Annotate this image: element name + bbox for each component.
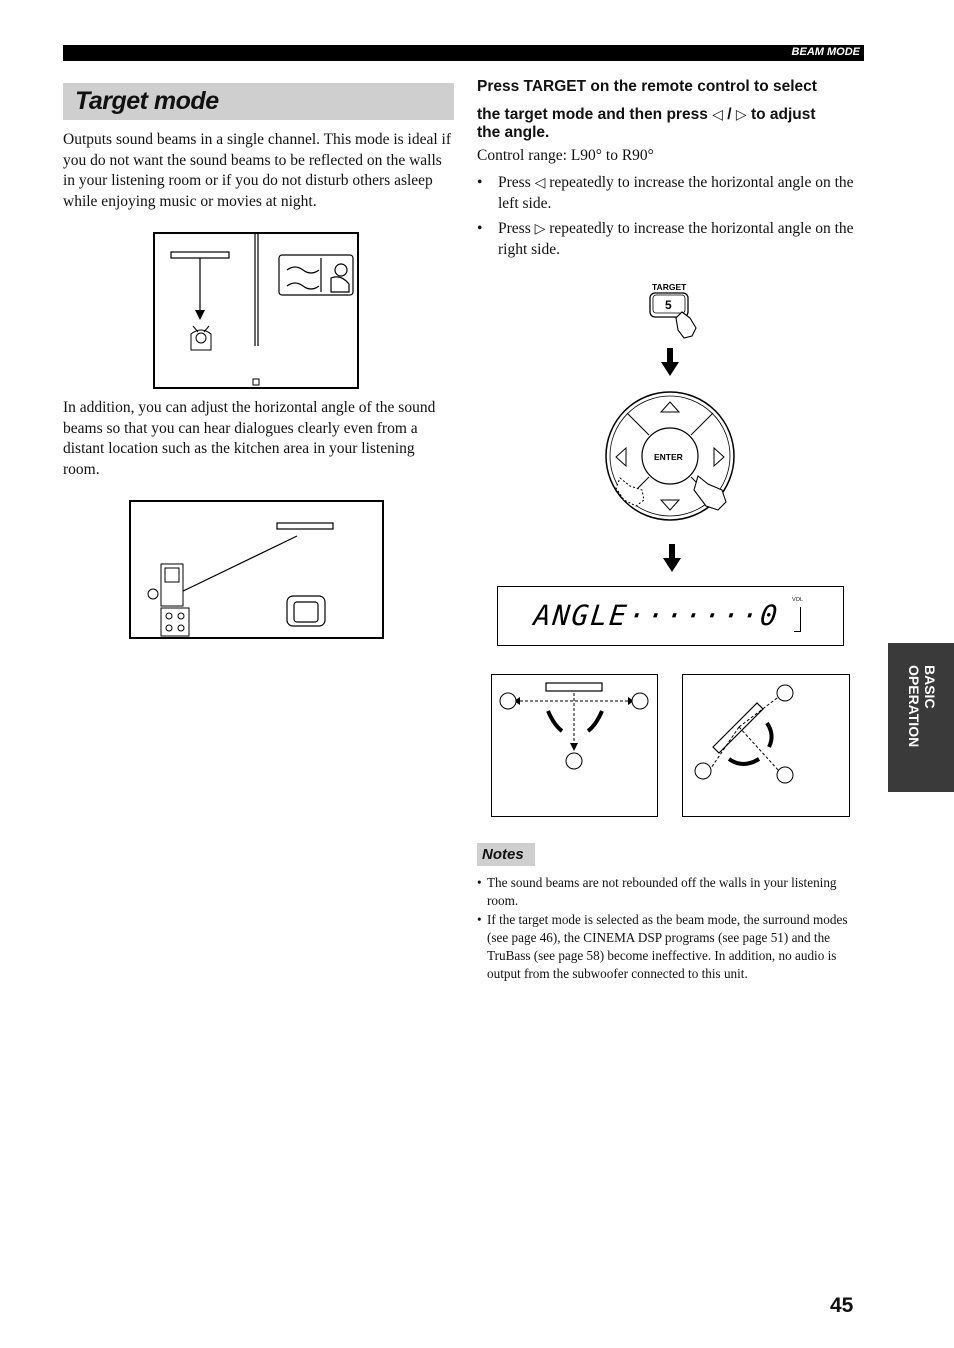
listener-icon	[191, 326, 211, 350]
step-line1: Press TARGET on the remote control to select	[477, 78, 817, 95]
left-arrow-icon: ◁	[534, 175, 546, 191]
angle-figure-front	[491, 674, 658, 817]
kitchen-diagram	[131, 502, 382, 637]
vol-bar	[794, 607, 801, 632]
angle-figure-diagonal	[682, 674, 850, 817]
side-tab-line2: OPERATION	[906, 665, 922, 748]
bullet-left	[477, 173, 867, 214]
bullet-right-pre: Press	[498, 220, 531, 237]
chair-icon	[287, 596, 325, 626]
room-figure-bedroom	[153, 232, 359, 389]
step-instruction	[477, 73, 867, 141]
kitchen-counter-icon	[148, 564, 189, 636]
bullet-left-pre: Press	[498, 174, 531, 191]
listener-icon	[695, 685, 793, 783]
bullet-right	[477, 219, 867, 260]
down-arrow-icon	[663, 544, 681, 572]
display-text: ANGLE·······0	[532, 599, 781, 632]
room-diagram	[155, 234, 357, 387]
side-tab-line1: BASIC	[922, 665, 938, 709]
right-arrow-icon: ▷	[735, 107, 747, 123]
bullet-right-post: repeatedly to increase the horizontal angle on the right side.	[498, 220, 854, 258]
step-line2-post: to adjust	[750, 106, 816, 123]
pointing-hand-icon	[676, 312, 696, 338]
side-tab-text	[906, 665, 938, 747]
left-arrow-icon: ◁	[712, 107, 723, 123]
front-display	[497, 586, 844, 646]
note-item: • The sound beams are not rebounded off the walls in your listening room.	[477, 874, 862, 911]
target-button-label: TARGET	[652, 282, 687, 292]
note-item: • If the target mode is selected as the beam mode, the surround modes (see page 46), the CINEMA DSP programs (see page 51) and the TruBass (see page 58) become ineffective. In addition, no audio is output from the subwoofer connected to this unit.	[477, 911, 862, 984]
notes-list	[477, 874, 862, 984]
page-number: 45	[830, 1294, 854, 1317]
angle-diagram-diagonal	[683, 675, 848, 815]
intro-paragraph: Outputs sound beams in a single channel. This mode is ideal if you do not want the sound beams to be reflected on the walls in your listening room or if you do not disturb others asleep while enjoying music or movies at night.	[63, 131, 452, 210]
section-heading	[63, 83, 454, 120]
step-line3: the angle.	[477, 124, 550, 141]
step-line2-sep: /	[727, 106, 732, 123]
step-bullets	[477, 173, 867, 265]
remote-illustration	[590, 278, 760, 578]
enter-label: ENTER	[654, 452, 683, 462]
target-button-number: 5	[665, 298, 672, 312]
angle-diagram-front	[492, 675, 656, 815]
side-tab	[888, 643, 954, 792]
down-arrow-icon	[661, 348, 679, 376]
step-line2-pre: the target mode and then press	[477, 106, 708, 123]
right-arrow-icon: ▷	[534, 221, 546, 237]
vol-label: VOL	[792, 597, 804, 603]
section-title: Target mode	[75, 87, 219, 115]
header-bar	[63, 45, 864, 61]
notes-label	[477, 843, 535, 866]
section-label: BEAM MODE	[791, 46, 860, 58]
bed-icon	[279, 255, 353, 295]
notes-label-text: Notes	[482, 846, 524, 863]
room-figure-kitchen	[129, 500, 384, 639]
second-paragraph: In addition, you can adjust the horizontal angle of the sound beams so that you can hear dialogues clearly even from a distant location such as the kitchen area in your listening room.	[63, 399, 436, 478]
control-range: Control range: L90° to R90°	[477, 147, 654, 164]
bullet-left-post: repeatedly to increase the horizontal angle on the left side.	[498, 174, 854, 212]
